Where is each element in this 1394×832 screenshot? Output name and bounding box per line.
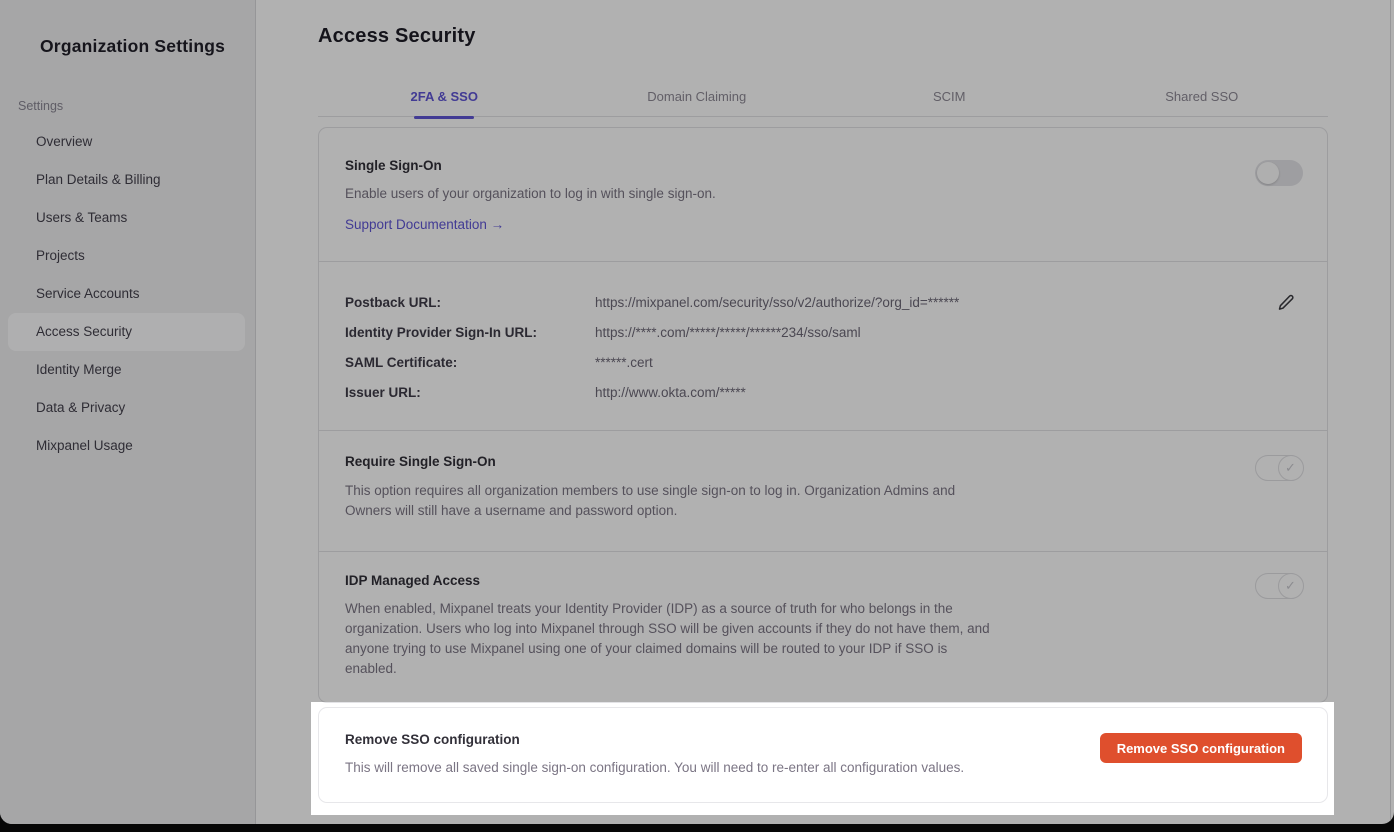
require-sso-toggle[interactable] (1255, 455, 1303, 481)
require-sso-description: This option requires all organization members to use single sign-on to log in. Organization Admins and Owners will still have a username and password option. (345, 483, 956, 518)
tab-domain-claiming[interactable] (571, 77, 824, 116)
active-tab-underline (414, 116, 474, 119)
sidebar-item-identity-merge[interactable]: Identity Merge (36, 362, 122, 377)
postback-url-row (345, 287, 1301, 317)
saml-certificate-row (345, 347, 1301, 377)
remove-sso-configuration-button[interactable]: Remove SSO configuration (1100, 733, 1302, 763)
page-title: Access Security (318, 25, 476, 47)
issuer-url-row (345, 377, 1301, 407)
tab-scim-label: SCIM (933, 89, 966, 104)
single-sign-on-description: Enable users of your organization to log in with single sign-on. (345, 186, 716, 201)
sidebar-item-service-accounts[interactable]: Service Accounts (36, 286, 140, 301)
tab-2fa-sso[interactable] (318, 77, 571, 116)
issuer-url-value: http://www.okta.com/***** (595, 384, 746, 400)
settings-cards (318, 127, 1328, 703)
saml-certificate-label: SAML Certificate: (345, 354, 458, 370)
single-sign-on-card (319, 128, 1327, 262)
sidebar-item-plan-details-billing[interactable]: Plan Details & Billing (36, 172, 161, 187)
tab-shared-sso-label: Shared SSO (1165, 89, 1239, 104)
remove-sso-card (318, 707, 1328, 803)
toggle-knob (1257, 162, 1279, 184)
sidebar-section-label: Settings (18, 99, 64, 113)
idp-managed-access-title: IDP Managed Access (345, 573, 481, 588)
require-sso-card (319, 431, 1327, 552)
tab-domain-claiming-label: Domain Claiming (647, 89, 747, 104)
tab-shared-sso[interactable] (1076, 77, 1329, 116)
idp-managed-access-toggle[interactable] (1255, 573, 1303, 599)
postback-url-label: Postback URL: (345, 294, 442, 310)
remove-sso-title: Remove SSO configuration (345, 732, 520, 747)
check-icon (1278, 455, 1304, 481)
idp-managed-access-card (319, 552, 1327, 702)
tab-2fa-sso-label: 2FA & SSO (410, 89, 478, 104)
sidebar-item-users-teams[interactable]: Users & Teams (36, 210, 128, 225)
sidebar-item-overview[interactable]: Overview (36, 134, 93, 149)
support-documentation-link[interactable]: Support Documentation → (345, 217, 505, 232)
sidebar-item-access-security[interactable]: Access Security (8, 313, 245, 351)
sidebar-item-mixpanel-usage[interactable]: Mixpanel Usage (36, 438, 133, 453)
postback-url-value: https://mixpanel.com/security/sso/v2/authorize/?org_id=****** (595, 294, 960, 310)
sidebar-nav (0, 123, 255, 465)
main-content (256, 0, 1394, 824)
pencil-icon (1277, 293, 1296, 312)
remove-sso-description: This will remove all saved single sign-on configuration. You will need to re-enter all configuration values. (345, 760, 965, 775)
sso-configuration-card (319, 262, 1327, 431)
issuer-url-label: Issuer URL: (345, 384, 421, 400)
single-sign-on-toggle[interactable] (1255, 160, 1303, 186)
window-right-edge (1390, 0, 1391, 824)
sidebar (0, 0, 256, 824)
edit-sso-config-button[interactable] (1276, 293, 1296, 313)
idp-signin-url-row (345, 317, 1301, 347)
tab-bar (318, 77, 1328, 117)
sidebar-item-data-privacy[interactable]: Data & Privacy (36, 400, 126, 415)
tab-scim[interactable] (823, 77, 1076, 116)
idp-signin-url-label: Identity Provider Sign-In URL: (345, 324, 538, 340)
saml-certificate-value: ******.cert (595, 354, 653, 370)
idp-managed-access-description: When enabled, Mixpanel treats your Identity Provider (IDP) as a source of truth for who belongs in the organization. Users who log into Mixpanel through SSO will be given accounts if they do not have them, and anyone trying to use Mixpanel using one of your claimed domains will be routed to your IDP if SSO is enabled. (345, 601, 990, 676)
idp-signin-url-value: https://****.com/*****/*****/******234/sso/saml (595, 324, 861, 340)
single-sign-on-title: Single Sign-On (345, 158, 442, 173)
check-icon (1278, 573, 1304, 599)
sidebar-title: Organization Settings (40, 36, 226, 56)
require-sso-title: Require Single Sign-On (345, 454, 496, 469)
sidebar-item-projects[interactable]: Projects (36, 248, 85, 263)
